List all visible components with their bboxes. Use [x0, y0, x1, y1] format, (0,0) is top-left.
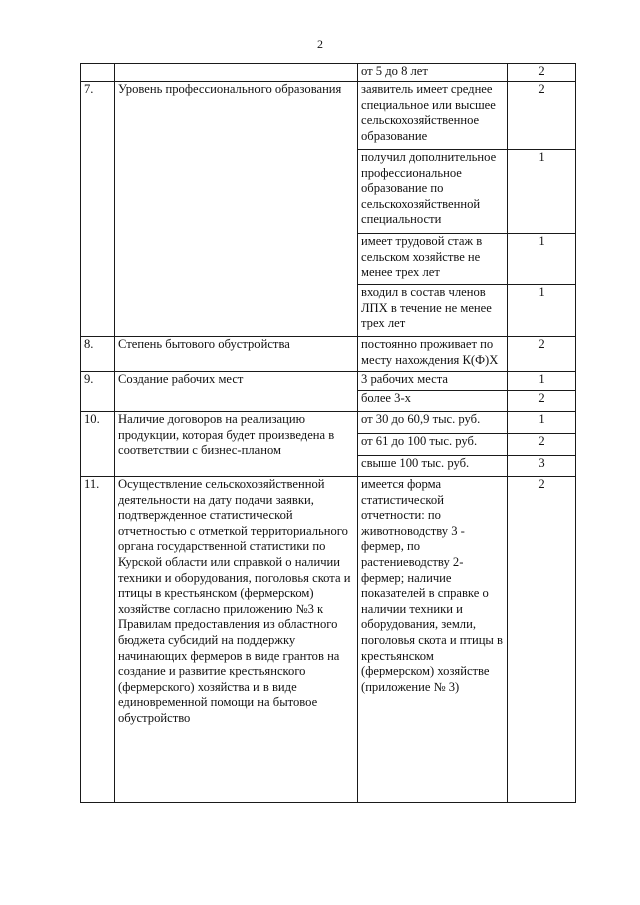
page-number: 2: [317, 37, 323, 51]
condition-cell: постоянно проживает по месту нахождения К(Ф)Х: [358, 337, 508, 372]
condition-cell: имеется форма статистической отчетности: по животноводству 3 - фермер, по растениеводству 2-фермер; наличие показателей в справке о наличии техники и оборудования, земли, поголовья скота и птицы в крестьянском (фермерском) хозяйстве (приложение № 3): [358, 477, 508, 803]
condition-cell: более 3-х: [358, 391, 508, 412]
criteria-table: [80, 63, 576, 803]
criterion-cell: [115, 64, 358, 82]
condition-cell: входил в состав членов ЛПХ в течение не менее трех лет: [358, 285, 508, 337]
table-row: [81, 372, 576, 391]
condition-cell: получил дополнительное профессиональное образование по сельскохозяйственной специальности: [358, 150, 508, 234]
row-number: 8.: [81, 337, 115, 372]
criterion-cell: Осуществление сельскохозяйственной деятельности на дату подачи заявки, подтвержденное статистической отчетностью с отметкой территориального органа государственной статистики по Курской области или справкой о наличии техники и оборудования, поголовья скота и птицы в крестьянском (фермерском) хозяйстве согласно приложению №3 к Правилам предоставления из областного бюджета субсидий на поддержку начинающих фермеров в виде грантов на создание и развитие крестьянского (фермерского) хозяйства и в виде единовременной помощи на бытовое обустройство: [115, 477, 358, 803]
score-cell: 2: [508, 434, 576, 456]
score-cell: 1: [508, 412, 576, 434]
table-row: [81, 477, 576, 803]
condition-cell: от 61 до 100 тыс. руб.: [358, 434, 508, 456]
condition-cell: свыше 100 тыс. руб.: [358, 456, 508, 477]
criterion-cell: Степень бытового обустройства: [115, 337, 358, 372]
score-cell: 1: [508, 285, 576, 337]
criterion-cell: Создание рабочих мест: [115, 372, 358, 412]
condition-cell: 3 рабочих места: [358, 372, 508, 391]
score-cell: 2: [508, 391, 576, 412]
row-number: [81, 64, 115, 82]
table-row: [81, 64, 576, 82]
table-row: [81, 337, 576, 372]
table-row: [81, 412, 576, 434]
score-cell: 2: [508, 337, 576, 372]
condition-cell: имеет трудовой стаж в сельском хозяйстве не менее трех лет: [358, 234, 508, 285]
condition-cell: от 30 до 60,9 тыс. руб.: [358, 412, 508, 434]
condition-cell: заявитель имеет среднее специальное или высшее сельскохозяйственное образование: [358, 82, 508, 150]
score-cell: 1: [508, 234, 576, 285]
row-number: 10.: [81, 412, 115, 477]
criterion-cell: Уровень профессионального образования: [115, 82, 358, 337]
table-row: [81, 82, 576, 150]
score-cell: 2: [508, 82, 576, 150]
score-cell: 3: [508, 456, 576, 477]
criterion-cell: Наличие договоров на реализацию продукции, которая будет произведена в соответствии с бизнес-планом: [115, 412, 358, 477]
row-number: 11.: [81, 477, 115, 803]
condition-cell: от 5 до 8 лет: [358, 64, 508, 82]
score-cell: 1: [508, 150, 576, 234]
score-cell: 2: [508, 477, 576, 803]
score-cell: 1: [508, 372, 576, 391]
score-cell: 2: [508, 64, 576, 82]
row-number: 9.: [81, 372, 115, 412]
row-number: 7.: [81, 82, 115, 337]
